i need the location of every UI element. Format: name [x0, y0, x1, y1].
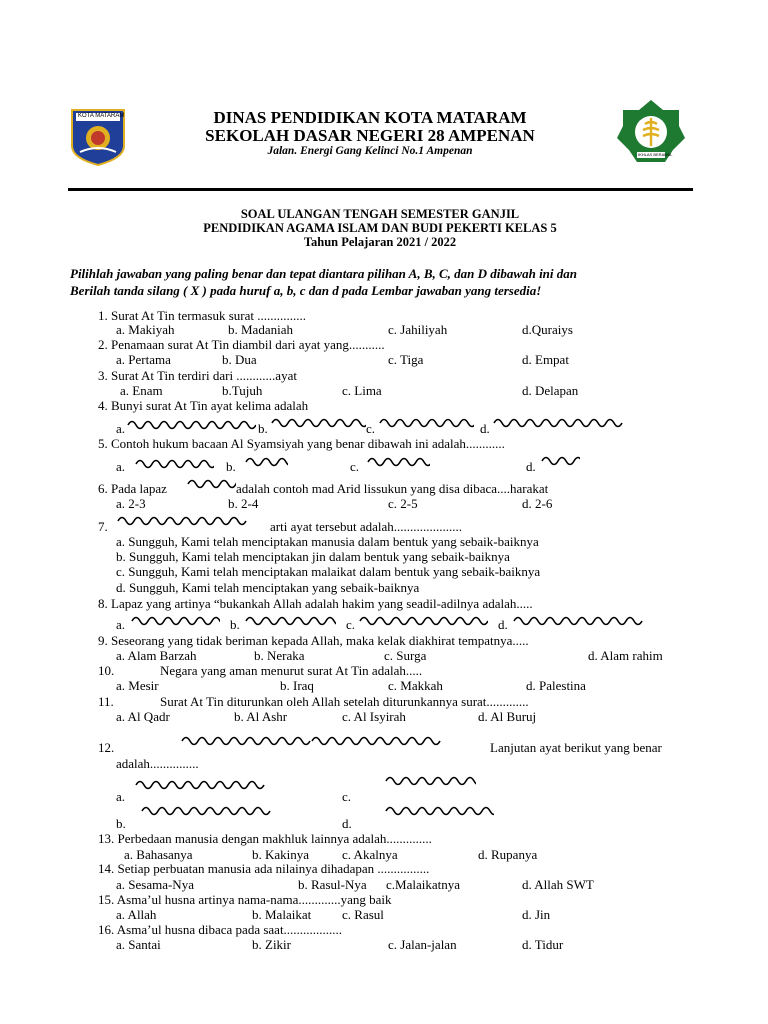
question-4: 4. Bunyi surat At Tin ayat kelima adalah [98, 398, 309, 413]
q15-option-c: c. Rasul [342, 907, 384, 922]
kota-mataram-logo [70, 108, 126, 166]
q3-option-d: d. Delapan [522, 383, 579, 398]
q8-d-arabic-glyph [512, 612, 644, 631]
exam-title3: Tahun Pelajaran 2021 / 2022 [303, 235, 457, 249]
q14-option-a: a. Sesama-Nya [116, 877, 194, 892]
question-13: 13. Perbedaan manusia dengan makhluk lainnya adalah.............. [98, 831, 432, 846]
q2-option-b: b. Dua [222, 352, 257, 367]
q3-option-c: c. Lima [342, 383, 382, 398]
instruction-line1: Pilihlah jawaban yang paling benar dan tepat diantara pilihan A, B, C, dan D dibawah ini dan [70, 266, 577, 281]
q7-option-d: d. Sungguh, Kami telah menciptakan yang sebaik-baiknya [116, 580, 420, 595]
q12-option-b: b. [116, 816, 126, 831]
q7-option-a: a. Sungguh, Kami telah menciptakan manusia dalam bentuk yang sebaik-baiknya [116, 534, 539, 549]
q1-option-b: b. Madaniah [228, 322, 293, 337]
q13-option-a: a. Bahasanya [124, 847, 193, 862]
q9-option-a: a. Alam Barzah [116, 648, 197, 663]
question-12-num: 12. [98, 740, 115, 755]
q13-option-d: d. Rupanya [478, 847, 538, 862]
q10-option-b: b. Iraq [280, 678, 314, 693]
q13-option-b: b. Kakinya [252, 847, 310, 862]
q8-option-b: b. [230, 617, 240, 632]
q7-option-c: c. Sungguh, Kami telah menciptakan malaikat dalam bentuk yang sebaik-baiknya [116, 564, 541, 579]
question-9: 9. Seseorang yang tidak beriman kepada Allah, maka kelak diakhirat tempatnya..... [98, 633, 529, 648]
question-7-post: arti ayat tersebut adalah..................... [270, 519, 463, 534]
question-15: 15. Asma’ul husna artinya nama-nama.............yang baik [98, 892, 392, 907]
header-divider [68, 188, 693, 191]
q11-option-b: b. Al Ashr [234, 709, 288, 724]
question-7-num: 7. [98, 519, 108, 534]
q12-c-arabic-glyph [384, 772, 476, 793]
q12-option-a: a. [116, 789, 126, 804]
question-3: 3. Surat At Tin terdiri dari ............ayat [98, 368, 297, 383]
question-12-cont: adalah............... [116, 756, 199, 771]
q8-option-a: a. [116, 617, 126, 632]
left-logo-text: KOTA MATARAM [78, 113, 125, 119]
q7-arabic-glyph [116, 512, 250, 533]
q5-option-c: c. [350, 459, 360, 474]
q1-option-c: c. Jahiliyah [388, 322, 448, 337]
question-6-pre: 6. Pada lapaz [98, 481, 167, 496]
q6-option-d: d. 2-6 [522, 496, 553, 511]
exam-title1: SOAL ULANGAN TENGAH SEMESTER GANJIL [240, 207, 520, 221]
kemenag-logo [615, 98, 687, 166]
question-5: 5. Contoh hukum bacaan Al Syamsiyah yang benar dibawah ini adalah............ [98, 436, 505, 451]
q11-option-c: c. Al Isyirah [342, 709, 406, 724]
q12-arabic-verse-glyph [180, 732, 470, 755]
q4-option-a: a. [116, 421, 126, 436]
q16-option-d: d. Tidur [522, 937, 564, 952]
q6-option-b: b. 2-4 [228, 496, 259, 511]
q11-option-d: d. Al Buruj [478, 709, 537, 724]
q16-option-b: b. Zikir [252, 937, 291, 952]
q5-a-arabic-glyph [134, 455, 214, 474]
q15-option-d: d. Jin [522, 907, 551, 922]
q6-option-c: c. 2-5 [388, 496, 418, 511]
question-10: Negara yang aman menurut surat At Tin adalah..... [160, 663, 423, 678]
question-1: 1. Surat At Tin termasuk surat ............... [98, 308, 307, 323]
q6-option-a: a. 2-3 [116, 496, 146, 511]
q2-option-d: d. Empat [522, 352, 569, 367]
q14-option-c: c.Malaikatnya [386, 877, 460, 892]
q5-c-arabic-glyph [366, 453, 430, 472]
q14-option-b: b. Rasul-Nya [298, 877, 367, 892]
question-10-num: 10. [98, 663, 115, 678]
q12-d-arabic-glyph [384, 802, 494, 823]
q1-option-d: d.Quraiys [522, 322, 573, 337]
q4-option-c: c. [366, 421, 376, 436]
q4-option-d: d. [480, 421, 490, 436]
q4-a-arabic-glyph [126, 416, 256, 435]
q1-option-a: a. Makiyah [116, 322, 175, 337]
q15-option-b: b. Malaikat [252, 907, 312, 922]
q14-option-d: d. Allah SWT [522, 877, 594, 892]
q4-b-arabic-glyph [270, 414, 366, 433]
instruction-line2: Berilah tanda silang ( X ) pada huruf a, b, c dan d pada Lembar jawaban yang tersedia! [70, 283, 542, 298]
q10-option-d: d. Palestina [526, 678, 586, 693]
question-11-num: 11. [98, 694, 114, 709]
question-8: 8. Lapaz yang artinya “bukankah Allah adalah hakim yang seadil-adilnya adalah..... [98, 596, 533, 611]
q4-c-arabic-glyph [378, 414, 474, 433]
q15-option-a: a. Allah [116, 907, 157, 922]
header-address: Jalan. Energi Gang Kelinci No.1 Ampenan [267, 145, 473, 157]
right-logo-text: IKHLAS BERAMAL [638, 152, 673, 157]
q5-d-arabic-glyph [540, 452, 580, 471]
q10-option-c: c. Makkah [388, 678, 443, 693]
q12-a-arabic-glyph [134, 776, 294, 797]
q5-option-a: a. [116, 459, 126, 474]
q11-option-a: a. Al Qadr [116, 709, 170, 724]
q12-b-arabic-glyph [140, 802, 296, 823]
q3-option-b: b.Tujuh [222, 383, 263, 398]
q10-option-a: a. Mesir [116, 678, 159, 693]
q16-option-a: a. Santai [116, 937, 161, 952]
question-14: 14. Setiap perbuatan manusia ada nilainya dihadapan ................ [98, 861, 430, 876]
q8-option-d: d. [498, 617, 508, 632]
q4-d-arabic-glyph [492, 414, 632, 433]
q8-c-arabic-glyph [358, 612, 488, 631]
q4-option-b: b. [258, 421, 268, 436]
q8-b-arabic-glyph [244, 612, 336, 631]
q9-option-b: b. Neraka [254, 648, 305, 663]
q13-option-c: c. Akalnya [342, 847, 398, 862]
q12-option-d: d. [342, 816, 352, 831]
question-11: Surat At Tin diturunkan oleh Allah setelah diturunkannya surat............. [160, 694, 529, 709]
question-2: 2. Penamaan surat At Tin diambil dari ayat yang........... [98, 337, 385, 352]
q2-option-a: a. Pertama [116, 352, 171, 367]
q6-arabic-glyph [186, 475, 236, 494]
question-16: 16. Asma’ul husna dibaca pada saat.................. [98, 922, 343, 937]
q9-option-c: c. Surga [384, 648, 427, 663]
q8-a-arabic-glyph [130, 612, 220, 631]
q7-option-b: b. Sungguh, Kami telah menciptakan jin dalam bentuk yang sebaik-baiknya [116, 549, 510, 564]
q8-option-c: c. [346, 617, 356, 632]
q5-b-arabic-glyph [244, 453, 288, 472]
question-12-post: Lanjutan ayat berikut yang benar [490, 740, 662, 755]
q3-option-a: a. Enam [120, 383, 163, 398]
q5-option-d: d. [526, 459, 536, 474]
q2-option-c: c. Tiga [388, 352, 424, 367]
q9-option-d: d. Alam rahim [588, 648, 663, 663]
q12-option-c: c. [342, 789, 352, 804]
question-6-post: adalah contoh mad Arid lissukun yang disa dibaca....harakat [236, 481, 549, 496]
exam-title2: PENDIDIKAN AGAMA ISLAM DAN BUDI PEKERTI KELAS 5 [203, 221, 557, 235]
q16-option-c: c. Jalan-jalan [388, 937, 457, 952]
q5-option-b: b. [226, 459, 236, 474]
header-line1: DINAS PENDIDIKAN KOTA MATARAM [213, 108, 527, 127]
header-line2: SEKOLAH DASAR NEGERI 28 AMPENAN [205, 126, 535, 145]
